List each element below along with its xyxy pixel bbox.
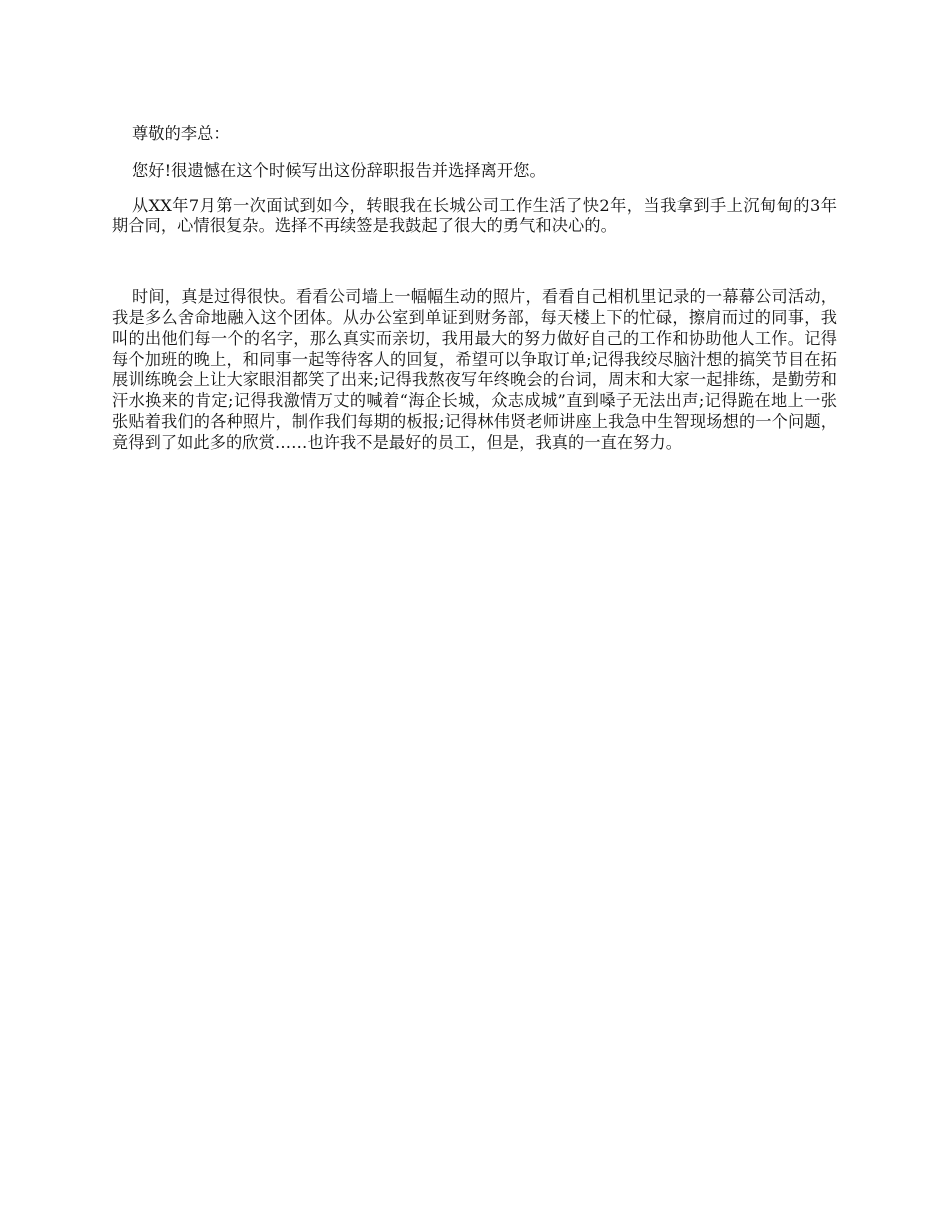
letter-body [112, 124, 837, 454]
paragraph-intro: 从XX年7月第一次面试到如今，转眼我在长城公司工作生活了快2年，当我拿到手上沉甸甸的3年期合同，心情很复杂。选择不再续签是我鼓起了很大的勇气和决心的。 [112, 195, 837, 236]
opening-line: 您好!很遗憾在这个时候写出这份辞职报告并选择离开您。 [132, 160, 546, 180]
paragraph-memories: 时间，真是过得很快。看看公司墙上一幅幅生动的照片，看看自己相机里记录的一幕幕公司活动，我是多么舍命地融入这个团体。从办公室到单证到财务部，每天楼上下的忙碌，擦肩而过的同事，我叫的出他们每一个的名字，那么真实而亲切，我用最大的努力做好自己的工作和协助他人工作。记得每个加班的晚上，和同事一起等待客人的回复，希望可以争取订单;记得我绞尽脑汁想的搞笑节目在拓展训练晚会上让大家眼泪都笑了出来;记得我熬夜写年终晚会的台词，周末和大家一起排练，是勤劳和汗水换来的肯定;记得我激情万丈的喊着“海企长城，众志成城”直到嗓子无法出声;记得跪在地上一张张贴着我们的各种照片，制作我们每期的板报;记得林伟贤老师讲座上我急中生智现场想的一个问题，竟得到了如此多的欣赏……也许我不是最好的员工，但是，我真的一直在努力。 [112, 287, 837, 452]
salutation: 尊敬的李总： [132, 124, 230, 143]
